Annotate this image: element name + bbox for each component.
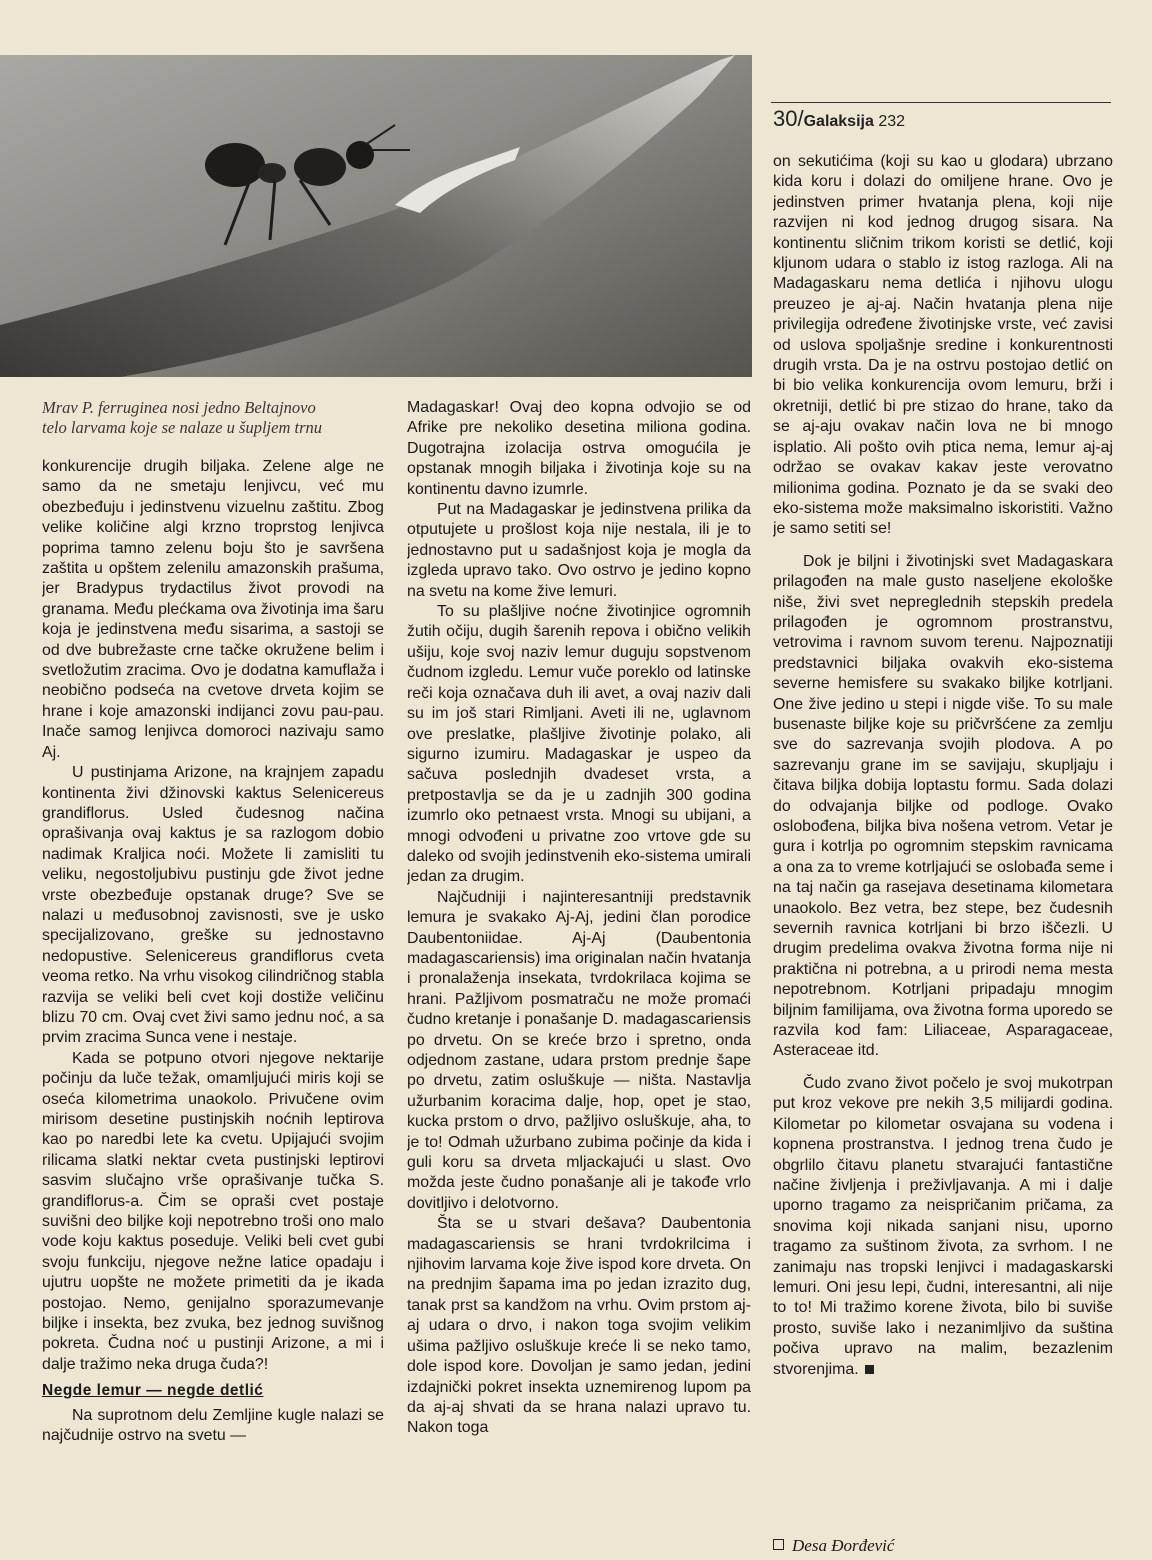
photo-caption [42,398,382,438]
article-column-1 [42,457,384,1557]
square-bullet-icon [773,1539,784,1550]
end-mark-icon [865,1365,874,1374]
page-header [773,106,905,132]
caption-line-2: telo larvama koje se nalaze u šupljem trnu [42,418,323,437]
paragraph: U pustinjama Arizone, na krajnjem zapadu kontinenta živi džinovski kaktus Selenicereus grandiflorus. Usled čudesnog načina oprašivanja ovaj kaktus je sa razlogom dobio nadimak Kraljica noći. Možete li zamisliti tu veliku, negostoljubivu pustinju gde život jedne vrste obezbeđuje opstanak druge? Sve se nalazi u međusobnoj zavisnosti, sve je usko specijalizovano, greške su jednostavno nedopustive. Selenicereus grandiflorus cveta veoma retko. Na vrhu visokog cilindričnog stabla razvija se veliki beli cvet koji dostiže veličinu blizu 70 cm. Ovaj cvet živi samo jednu noć, a sa prvim zracima Sunca vene i nestaje. [42,764,384,1047]
paragraph: Madagaskar! Ovaj deo kopna odvojio se od Afrike pre nekoliko desetina miliona godina. Dugotrajna izolacija ostrva omogućila je opstanak mnogih biljaka i životinja koje su na kontinentu davno izumrle. [407,399,751,498]
paragraph-final [773,1074,1113,1380]
article-column-3 [773,152,1113,1532]
page-number: 30/ [773,106,804,131]
article-column-2 [407,398,751,1558]
photo-illustration [0,55,752,377]
section-subheading: Negde lemur — negde detlić [42,1382,264,1400]
ant-on-thorn-photo [0,55,752,377]
paragraph: Najčudniji i najinteresantniji predstavnik lemura je svakako Aj-Aj, jedini član porodice Daubentoniidae. Aj-Aj (Daubentonia madagascariensis) ima originalan način hvatanja i pronalaženja insekata, tvrdokrilaca kojima se hrani. Pažljivom posmatraču ne može promaći čudno kretanje i ponašanje D. madagascariensis po drvetu. On se kreće brzo i spretno, onda odjednom zastane, udara prstom prednje šape po drvetu, zatim osluškuje — ništa. Nastavlja užurbanim koracima dalje, hop, opet je stao, kucka prstom o drvo, pažljivo osluškuje, aha, to je to! Odmah užurbano zubima počinje da kida i guli koru sa drveta mljackajući u slast. Ovo možda jeste čudno ponašanje ali je takođe vrlo dovitljivo i delotvorno. [407,888,751,1212]
paragraph: To su plašljive noćne životinjice ogromnih žutih očiju, dugih šarenih repova i obično velikih ušiju, koje svoj naziv lemur duguju sopstvenom čudnom izgledu. Lemur vuče poreklo od latinske reči koja označava duh ili avet, a ovaj naziv dali su im još stari Rimljani. Aveti ili ne, uglavnom ove preslatke, plašljive životinje polako, ali sigurno izumiru. Madagaskar je uspeo da sačuva poslednjih dvadeset vrsta, a pretpostavlja se da je u zadnjih 300 godina izumrlo oko petnaest vrsta. Mnogi su ubijani, a mnogi odvođeni u privatne zoo vrtove gde su daleko od svojih jedinstvenih eko-sistema umirali jedan za drugim. [407,603,751,886]
paragraph: Šta se u stvari dešava? Daubentonia madagascariensis se hrani tvrdokrilcima i njihovim larvama koje žive ispod kore drveta. On na prednjim šapama ima po jedan izrazito dug, tanak prst sa kandžom na vrhu. Ovim prstom aj-aj udara o drvo, i nakon toga svojim velikim ušima pažljivo osluškuje kreće li se neko tamo, dole ispod kore. Dovoljan je samo jedan, jedini izdajnički pokret insekta uznemirenog lupom pa da aj-aj shvati da se hrana nalazi upravo tu. Nakon toga [407,1215,751,1437]
final-paragraph-text: Čudo zvano život počelo je svoj mukotrpan put kroz vekove pre nekih 3,5 milijardi godina. Kilometar po kilometar osvajana su vodena i kopnena prostranstva. I jednog trena čudo je obgrlilo čitavu planetu stvarajući fantastične načine življenja i preživljavanja. A mi i dalje uporno tragamo za neispričanim pričama, za snovima koji nikada sanjani nisu, uporno tragamo za suštinom života, za svrhom. I ne zanimaju nas tropski lenjivci i madagaskarski lemuri. Oni jesu lepi, čudni, interesantni, ali nije to to! Mi tražimo korene života, bilo bi suviše prosto, suviše lako i nezanimljivo da suština počiva upravo na malim, bezazlenim stvorenjima. [773,1074,1113,1378]
caption-line-1: Mrav P. ferruginea nosi jedno Beltajnovo [42,398,316,417]
paragraph: on sekutićima (koji su kao u glodara) ubrzano kida koru i dolazi do omiljene hrane. Ovo je jedinstven primer hvatanja plena, koji nije razvijen ni kod jednog drugog sisara. Na kontinentu sličnim trikom koristi se detlić, koji kljunom udara o stablo iz istog razloga. Ali na Madagaskaru nema detlića i njihovu ulogu preuzeo je aj-aj. Način hvatanja plena nije privilegija određene životinjske vrste, već zavisi od uslova spoljašnje sredine i konkurentnosti drugih vrsta. Da je na ostrvu postojao detlić on bi bio velika konkurencija ovom lemuru, brži i okretniji, detlić bi pre stizao do hrane, tako da se aj-aju ovakav način lova ne bi mnogo isplatio. Ali pošto ovih ptica nema, lemur aj-aj održao se ovakav kakav jeste verovatno milionima godina. Poznato je da se svaki deo eko-sistema može maksimalno iskoristiti. Važno je samo setiti se! [773,153,1113,538]
issue-number: 232 [873,113,906,130]
paragraph: Put na Madagaskar je jedinstvena prilika da otputujete u prošlost koja nije nestala, ili je to jednostavno put u sadašnjost koja je mogla da izgleda upravo tako. Ovo ostrvo je jedino kopno na svetu na kome žive lemuri. [407,501,751,600]
paragraph: konkurencije drugih biljaka. Zelene alge ne samo da ne smetaju lenjivcu, već mu obezbeđuju i jedinstvenu vizuelnu zaštitu. Zbog velike količine algi krzno troprstog lenjivca poprima tamno zelenu boju što je savršena zaštita u opštem zelenilu amazonskih prašuma, jer Bradypus trydactilus život provodi na granama. Među plećkama ova životinja ima šaru koja je jedinstvena među sisarima, a sastoji se od dve bubrežaste crne tačke okružene belim i svetložutim zracima. Ovo je dodatna kamuflaža i neobično podseća na cvetove drveta kojim se hrane i koje amazonski indijanci zovu pau-pau. Inače samog lenjivca domoroci nazivaju samo Aj. [42,458,384,761]
paragraph: Kada se potpuno otvori njegove nektarije počinju da luče težak, omamljujući miris koji se oseća kilometrima unaokolo. Privučene ovim mirisom desetine pustinjskih noćnih leptirova kao po naredbi lete ka cvetu. Upijajući svojim rilicama slatki nektar cveta pustinjski leptirovi sasvim slučajno vrše oprašivanje tučka S. grandiflorus-a. Čim se opraši cvet postaje suvišni deo biljke koji nepotrebno troši ono malo vode koju kaktus poseduje. Veliki beli cvet gubi svoju funkciju, njegove nežne latice opadaju i ujutru uopšte ne možete primetiti da je ikada postojao. Nemo, genijalno sporazumevanje biljke i insekta, bez zvuka, bez jednog suvišnog pokreta. Čudna noć u pustinji Arizone, a mi i dalje tražimo neka druga čuda?! [42,1049,384,1373]
paragraph: Dok je biljni i životinjski svet Madagaskara prilagođen na male gusto naseljene ekološke niše, živi svet nepreglednih stepskih predela prilagođen je ogromnom prostranstvu, vetrovima i ravnom suvom terenu. Najpoznatiji predstavnici biljaka ovakvih eko-sistema severne hemisfere su svakako biljke kotrljani. One žive jedino u stepi i nigde više. To su male busenaste biljke koje su pričvršćene za zemlju sve do sazrevanja svojih plodova. A po sazrevanju grane im se savijaju, skupljaju i čitava biljka dobija loptastu formu. Sada dolazi do odvajanja biljke od podloge. Ovako oslobođena, biljka biva nošena vetrom. Vetar je gura i kotrlja po ogromnim stepskim ravnicama a ona za to vreme kotrljajući se oslobađa seme i na taj način ga rasejava desetinama kilometara unaokolo. Bez vetra, bez stepe, bez čudesnih severnih ravnica kotrljani bi brzo iščezli. U drugim predelima ovakva životna forma nije ni praktična ni potrebna, a u prirodi nema mesta nepotrebnom. Kotrljani pripadaju mnogim biljnim familijama, ova životna forma uporedo se razvila kod fam: Liliaceae, Asparagaceae, Asteraceae itd. [773,552,1113,1060]
header-rule [771,102,1111,103]
author-name: Desa Đorđević [792,1536,895,1555]
author-byline [773,1536,894,1556]
publication-name: Galaksija [803,113,874,130]
paragraph: Na suprotnom delu Zemljine kugle nalazi se najčudnije ostrvo na svetu — [42,1406,384,1445]
